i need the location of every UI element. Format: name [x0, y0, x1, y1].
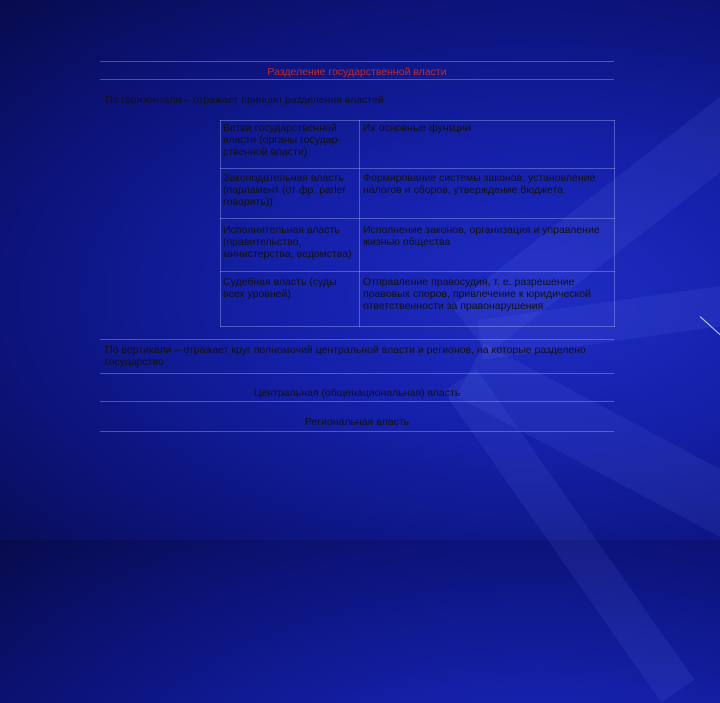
header-branches: Ветви государственной власти (органы государ- ственной власти) [223, 122, 341, 158]
regional-power: Региональная власть [304, 416, 410, 428]
vertical-heading: По вертикали – отражает круг полномочий центральной власти и регионов, на которые разделено государство [105, 344, 586, 368]
central-power: Центральная (общенациональная) власть [253, 387, 461, 399]
row-judicial-functions: Отправление правосудия, т. е. разрешение правовых споров, привлечение к юридической ответственности за правонарушения [363, 276, 591, 312]
document-title: Разделение государственной власти [267, 66, 447, 78]
row-executive-functions: Исполнение законов, организация и управление жизнью общества [363, 224, 600, 248]
branches-table [220, 120, 615, 327]
header-functions: Их основные функции [363, 122, 472, 134]
row-executive-branch: Исполнительная власть (правительство, министерства, ведомства) [223, 224, 352, 260]
horizontal-heading: По горизонтали – отражает принцип разделения властей [105, 94, 384, 106]
row-judicial-branch: Судебная власть (суды всех уровней) [223, 276, 337, 300]
row-legislative-functions: Формирование системы законов, установление налогов и сборов, утверждение бюджета [363, 172, 596, 196]
row-legislative-branch: Законодательная власть (парламент (от фр. parler говорить)) [223, 172, 347, 208]
